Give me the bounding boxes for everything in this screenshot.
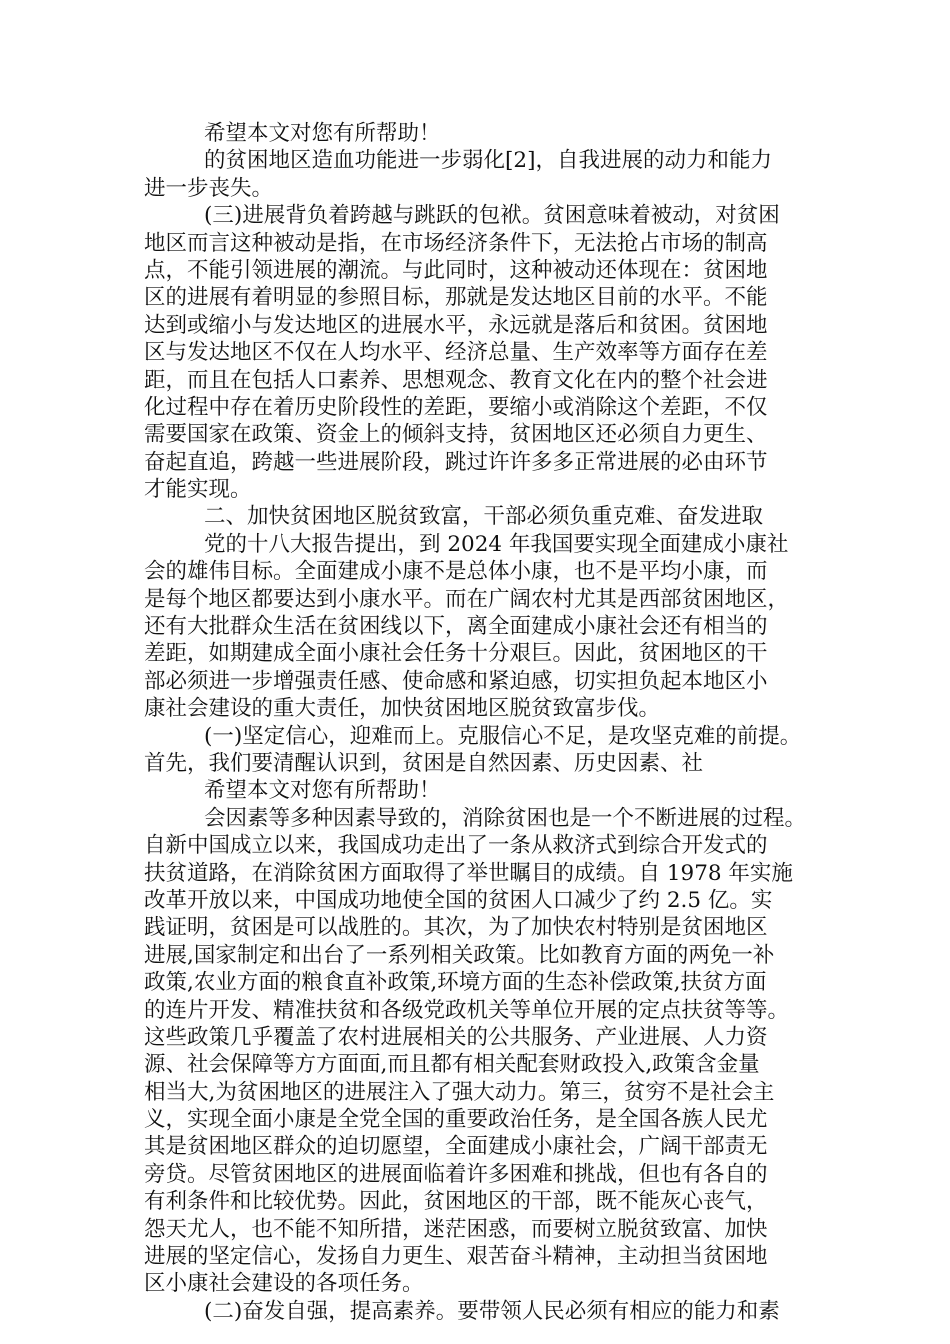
text-line: 的连片开发、精准扶贫和各级党政机关等单位开展的定点扶贫等等。 [144,997,790,1023]
document-body [144,120,824,1325]
text-line: 进展的坚定信心，发扬自力更生、艰苦奋斗精神，主动担当贫困地 [144,1244,768,1270]
text-line: 进展,国家制定和出台了一系列相关政策。比如教育方面的两免一补 [144,942,775,968]
text-line: 党的十八大报告提出，到 2024 年我国要实现全面建成小康社 [204,531,789,557]
text-line: 会因素等多种因素导致的，消除贫困也是一个不断进展的过程。 [204,805,807,831]
text-line: (三)进展背负着跨越与跳跃的包袱。贫困意味着被动，对贫困 [204,203,780,229]
text-line: 相当大,为贫困地区的进展注入了强大动力。第三，贫穷不是社会主 [144,1079,775,1105]
text-line: 区的进展有着明显的参照目标，那就是发达地区目前的水平。不能 [144,285,768,311]
text-line: 还有大批群众生活在贫困线以下，离全面建成小康社会还有相当的 [144,614,768,640]
text-line: 奋起直追，跨越一些进展阶段，跳过许许多多正常进展的必由环节 [144,449,768,475]
text-line: 怨天尤人，也不能不知所措，迷茫困惑，而要树立脱贫致富、加快 [144,1216,768,1242]
text-line: 差距，如期建成全面小康社会任务十分艰巨。因此，贫困地区的干 [144,641,768,667]
text-line: 进一步丧失。 [144,175,274,201]
text-line: 希望本文对您有所帮助！ [204,121,441,146]
text-line: 政策,农业方面的粮食直补政策,环境方面的生态补偿政策,扶贫方面 [144,970,767,996]
text-line: 其是贫困地区群众的迫切愿望，全面建成小康社会，广阔干部责无 [144,1134,768,1160]
text-line: 这些政策几乎覆盖了农村进展相关的公共服务、产业进展、人力资 [144,1024,768,1050]
text-line: 会的雄伟目标。全面建成小康不是总体小康，也不是平均小康，而 [144,559,768,585]
text-line: 有利条件和比较优势。因此，贫困地区的干部，既不能灰心丧气， [144,1189,768,1215]
text-line: 康社会建设的重大责任，加快贫困地区脱贫致富步伐。 [144,696,661,722]
text-line: 需要国家在政策、资金上的倾斜支持，贫困地区还必须自力更生、 [144,422,768,448]
text-line: 义，实现全面小康是全党全国的重要政治任务，是全国各族人民尤 [144,1107,768,1133]
text-line: 点，不能引领进展的潮流。与此同时，这种被动还体现在：贫困地 [144,257,768,283]
text-line: 首先，我们要清醒认识到，贫困是自然因素、历史因素、社 [144,750,704,776]
text-line: 区与发达地区不仅在人均水平、经济总量、生产效率等方面存在差 [144,340,768,366]
text-line: 源、社会保障等方方面面,而且都有相关配套财政投入,政策含金量 [144,1052,760,1078]
text-line: 是每个地区都要达到小康水平。而在广阔农村尤其是西部贫困地区， [144,586,790,612]
text-line: 地区而言这种被动是指，在市场经济条件下，无法抢占市场的制高 [144,230,768,256]
text-line: (一)坚定信心，迎难而上。克服信心不足，是攻坚克难的前提。 [204,723,802,749]
text-line: 希望本文对您有所帮助！ [204,778,441,804]
text-line: (二)奋发自强，提高素养。要带领人民必须有相应的能力和素 [204,1298,780,1324]
text-line: 化过程中存在着历史阶段性的差距，要缩小或消除这个差距，不仅 [144,394,768,420]
text-line: 改革开放以来，中国成功地使全国的贫困人口减少了约 2.5 亿。实 [144,887,773,913]
text-line: 部必须进一步增强责任感、使命感和紧迫感，切实担负起本地区小 [144,668,768,694]
text-line: 自新中国成立以来，我国成功走出了一条从救济式到综合开发式的 [144,833,768,859]
text-line: 扶贫道路，在消除贫困方面取得了举世瞩目的成绩。自 1978 年实施 [144,860,793,886]
text-line: 达到或缩小与发达地区的进展水平，永远就是落后和贫困。贫困地 [144,312,768,338]
text-line: 旁贷。尽管贫困地区的进展面临着许多困难和挑战，但也有各自的 [144,1161,768,1187]
text-line: 距，而且在包括人口素养、思想观念、教育文化在内的整个社会进 [144,367,768,393]
text-line: 二、加快贫困地区脱贫致富，干部必须负重克难、奋发进取 [204,504,764,530]
text-line: 区小康社会建设的各项任务。 [144,1271,424,1297]
text-line: 才能实现。 [144,477,252,503]
text-line: 的贫困地区造血功能进一步弱化[2]，自我进展的动力和能力 [204,148,772,174]
text-line: 践证明，贫困是可以战胜的。其次，为了加快农村特别是贫困地区 [144,915,768,941]
